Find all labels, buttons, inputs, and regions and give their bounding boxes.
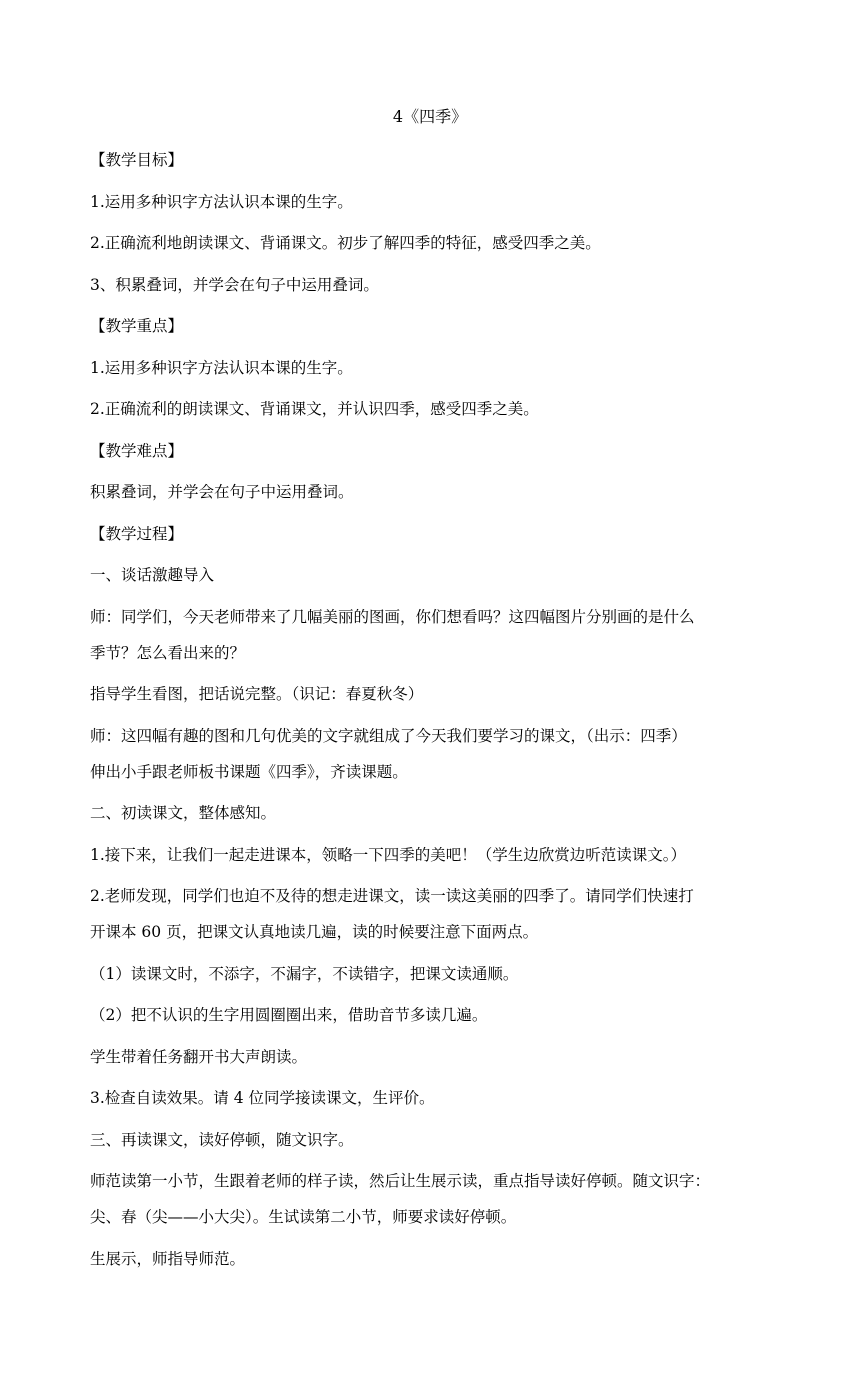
paragraph: 1.运用多种识字方法认识本课的生字。 (90, 358, 353, 377)
section-heading: 二、初读课文，整体感知。 (90, 804, 277, 822)
heading-teaching-difficulty: 【教学难点】 (90, 441, 184, 460)
paragraph: 季节？怎么看出来的？ (90, 643, 246, 662)
heading-teaching-goals: 【教学目标】 (90, 151, 184, 169)
paragraph: 1.接下来，让我们一起走进课本，领略一下四季的美吧！（学生边欣赏边听范读课文。） (90, 845, 687, 864)
list-item: （2）把不认识的生字用圆圈圈出来，借助音节多读几遍。 (90, 1006, 488, 1024)
paragraph: 3、积累叠词，并学会在句子中运用叠词。 (90, 275, 379, 294)
paragraph: 1.运用多种识字方法认识本课的生字。 (90, 192, 353, 211)
paragraph: 2.正确流利的朗读课文、背诵课文，并认识四季，感受四季之美。 (90, 400, 539, 418)
paragraph: 生展示，师指导师范。 (90, 1249, 246, 1268)
section-heading: 一、谈话激趣导入 (90, 566, 215, 584)
paragraph: 2.老师发现，同学们也迫不及待的想走进课文，读一读这美丽的四季了。请同学们快速打 (90, 887, 694, 905)
paragraph: 师：同学们，今天老师带来了几幅美丽的图画，你们想看吗？这四幅图片分别画的是什么 (90, 607, 695, 626)
document-title: 4《四季》 (392, 107, 468, 126)
heading-teaching-focus: 【教学重点】 (90, 317, 184, 335)
paragraph: 3.检查自读效果。请 4 位同学接读课文，生评价。 (90, 1089, 435, 1107)
paragraph: 伸出小手跟老师板书课题《四季》，齐读课题。 (90, 762, 408, 781)
paragraph: 师范读第一小节，生跟着老师的样子读，然后让生展示读，重点指导读好停顿。随文识字： (90, 1172, 711, 1190)
list-item: （1）读课文时，不添字，不漏字，不读错字，把课文读通顺。 (90, 964, 519, 983)
section-heading: 三、再读课文，读好停顿，随文识字。 (90, 1130, 354, 1149)
paragraph: 尖、春（尖——小大尖）。生试读第二小节，师要求读好停顿。 (90, 1208, 517, 1226)
paragraph: 师：这四幅有趣的图和几句优美的文字就组成了今天我们要学习的课文，（出示：四季） (90, 726, 687, 745)
paragraph: 开课本 60 页，把课文认真地读几遍，读的时候要注意下面两点。 (90, 923, 539, 941)
paragraph: 积累叠词，并学会在句子中运用叠词。 (90, 483, 354, 501)
heading-teaching-process: 【教学过程】 (90, 524, 184, 543)
paragraph: 指导学生看图，把话说完整。（识记：春夏秋冬） (90, 685, 424, 703)
paragraph: 2.正确流利地朗读课文、背诵课文。初步了解四季的特征，感受四季之美。 (90, 234, 601, 252)
paragraph: 学生带着任务翻开书大声朗读。 (90, 1047, 308, 1066)
document-body (90, 147, 780, 1287)
